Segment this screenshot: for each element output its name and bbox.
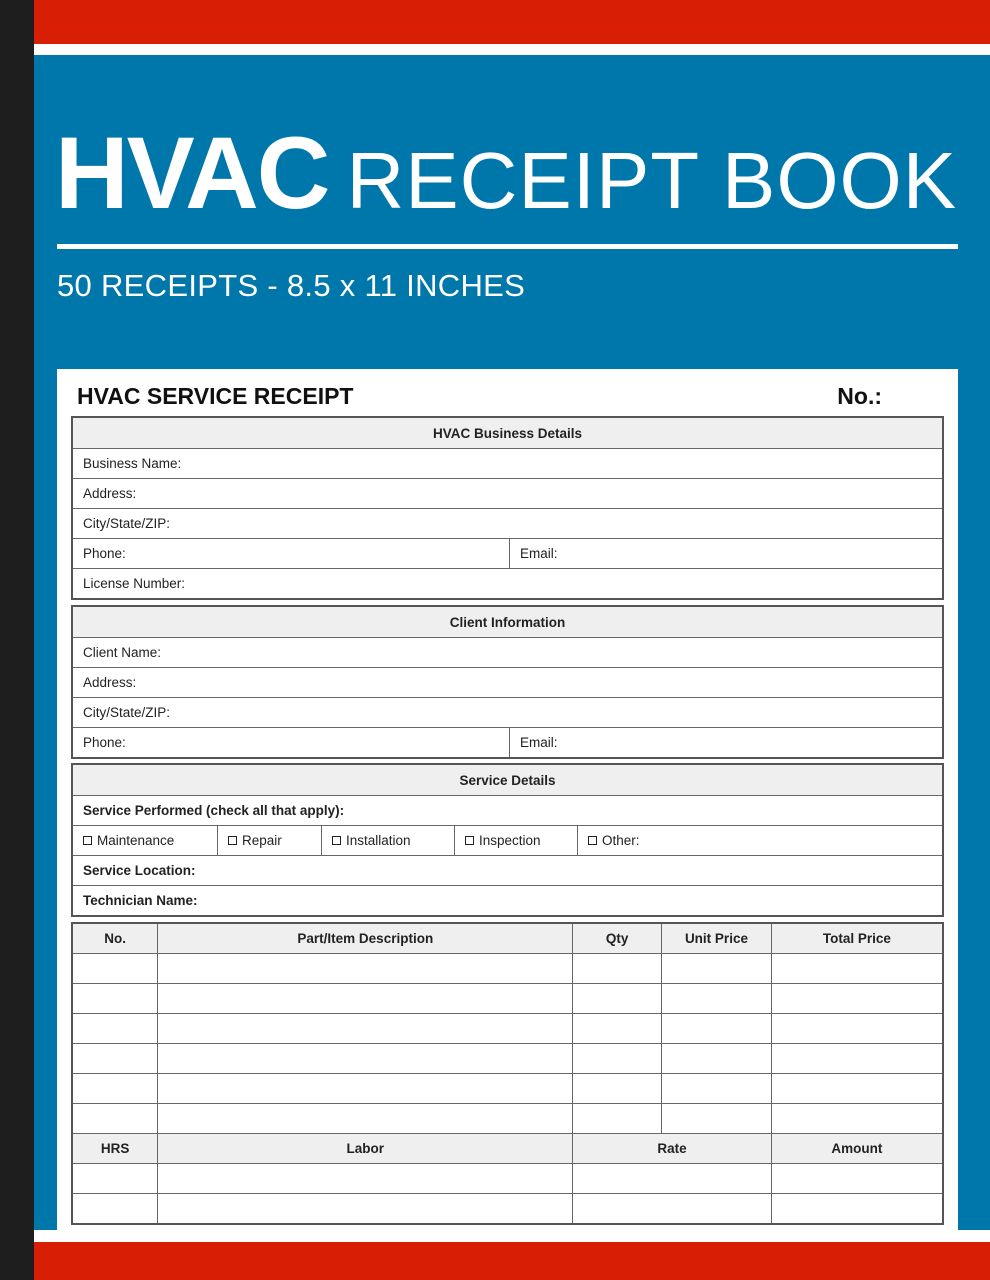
field-label: Address: [83,486,137,501]
table-cell[interactable] [573,954,662,984]
section-header: Service Details [73,765,942,795]
cover-subtitle: 50 RECEIPTS - 8.5 x 11 INCHES [57,268,526,303]
top-red-band [34,0,990,44]
bottom-red-band [34,1242,990,1280]
bottom-white-stripe [34,1230,990,1242]
business-email-field[interactable] [509,539,942,568]
business-address-field[interactable] [73,478,942,508]
table-cell[interactable] [72,1164,158,1194]
table-cell[interactable] [158,1044,573,1074]
table-cell[interactable] [662,1074,772,1104]
receipt-number-label: No.: [837,383,882,409]
column-header: Part/Item Description [158,923,573,954]
cover-title-light: RECEIPT BOOK [346,136,958,225]
section-header: HVAC Business Details [73,418,942,448]
cover-title [55,118,957,228]
repair-checkbox[interactable] [217,826,321,855]
technician-name-field[interactable] [73,885,942,915]
field-label: Email: [520,735,558,750]
table-cell[interactable] [158,1104,573,1134]
table-row [72,1164,943,1194]
checkbox-label: Maintenance [97,833,175,848]
section-header: Client Information [73,607,942,637]
field-label: City/State/ZIP: [83,516,171,531]
checkbox-icon [332,836,341,845]
receipt-form [57,369,958,1230]
checkbox-label: Repair [242,833,282,848]
table-cell[interactable] [573,984,662,1014]
parts-labor-table [71,922,944,1225]
table-row [72,1044,943,1074]
table-cell[interactable] [573,1074,662,1104]
table-cell[interactable] [573,1164,772,1194]
business-city-state-zip-field[interactable] [73,508,942,538]
checkbox-label: Installation [346,833,411,848]
table-row [72,1194,943,1225]
column-header: Total Price [771,923,943,954]
table-cell[interactable] [573,1014,662,1044]
field-label: License Number: [83,576,186,591]
business-contact-row [73,538,942,568]
field-label: Technician Name: [83,893,198,908]
table-cell[interactable] [662,984,772,1014]
column-header: Labor [158,1134,573,1164]
business-name-field[interactable] [73,448,942,478]
service-options-row [73,825,942,855]
parts-header-row [72,923,943,954]
table-cell[interactable] [662,954,772,984]
cover-title-bold: HVAC [55,116,329,230]
column-header: Rate [573,1134,772,1164]
field-label: Business Name: [83,456,182,471]
table-cell[interactable] [662,1044,772,1074]
client-contact-row [73,727,942,757]
table-cell[interactable] [771,984,943,1014]
table-cell[interactable] [662,1104,772,1134]
table-cell[interactable] [158,984,573,1014]
inspection-checkbox[interactable] [454,826,577,855]
checkbox-icon [228,836,237,845]
client-address-field[interactable] [73,667,942,697]
table-cell[interactable] [771,1104,943,1134]
table-row [72,984,943,1014]
service-performed-row [73,795,942,825]
table-row [72,1104,943,1134]
table-cell[interactable] [158,1164,573,1194]
table-row [72,1074,943,1104]
column-header: Unit Price [662,923,772,954]
client-name-field[interactable] [73,637,942,667]
maintenance-checkbox[interactable] [73,826,217,855]
table-cell[interactable] [72,1014,158,1044]
table-cell[interactable] [158,1014,573,1044]
service-location-field[interactable] [73,855,942,885]
table-cell[interactable] [771,1014,943,1044]
book-spine [0,0,34,1280]
client-city-state-zip-field[interactable] [73,697,942,727]
field-label: Address: [83,675,137,690]
checkbox-icon [83,836,92,845]
table-cell[interactable] [771,1164,943,1194]
client-email-field[interactable] [509,728,942,757]
client-phone-field[interactable] [73,728,509,757]
service-details-section [71,763,944,917]
table-cell[interactable] [72,1044,158,1074]
column-header: No. [72,923,158,954]
table-cell[interactable] [573,1044,662,1074]
table-cell[interactable] [72,1194,158,1225]
title-rule [57,244,958,249]
business-details-section [71,416,944,600]
column-header: Amount [771,1134,943,1164]
checkbox-label: Inspection [479,833,541,848]
column-header: Qty [573,923,662,954]
installation-checkbox[interactable] [321,826,454,855]
field-label: Client Name: [83,645,162,660]
table-row [72,954,943,984]
client-information-section [71,605,944,759]
field-label: Email: [520,546,558,561]
other-checkbox[interactable] [577,826,942,855]
form-title: HVAC SERVICE RECEIPT [77,383,354,409]
table-cell[interactable] [72,954,158,984]
checkbox-label: Other: [602,833,640,848]
table-cell[interactable] [72,1104,158,1134]
labor-header-row [72,1134,943,1164]
table-cell[interactable] [72,1074,158,1104]
field-label: City/State/ZIP: [83,705,171,720]
table-cell[interactable] [771,1194,943,1225]
license-number-field[interactable] [73,568,942,598]
table-cell[interactable] [158,954,573,984]
field-label: Service Location: [83,863,196,878]
table-cell[interactable] [72,984,158,1014]
field-label: Service Performed (check all that apply): [83,803,345,818]
table-cell[interactable] [158,1194,573,1225]
checkbox-icon [588,836,597,845]
field-label: Phone: [83,735,126,750]
checkbox-icon [465,836,474,845]
table-cell[interactable] [771,1044,943,1074]
table-cell[interactable] [662,1014,772,1044]
field-label: Phone: [83,546,126,561]
table-cell[interactable] [771,1074,943,1104]
table-cell[interactable] [573,1104,662,1134]
table-cell[interactable] [158,1074,573,1104]
table-cell[interactable] [771,954,943,984]
column-header: HRS [72,1134,158,1164]
table-row [72,1014,943,1044]
table-cell[interactable] [573,1194,772,1225]
top-white-stripe [34,44,990,55]
business-phone-field[interactable] [73,539,509,568]
